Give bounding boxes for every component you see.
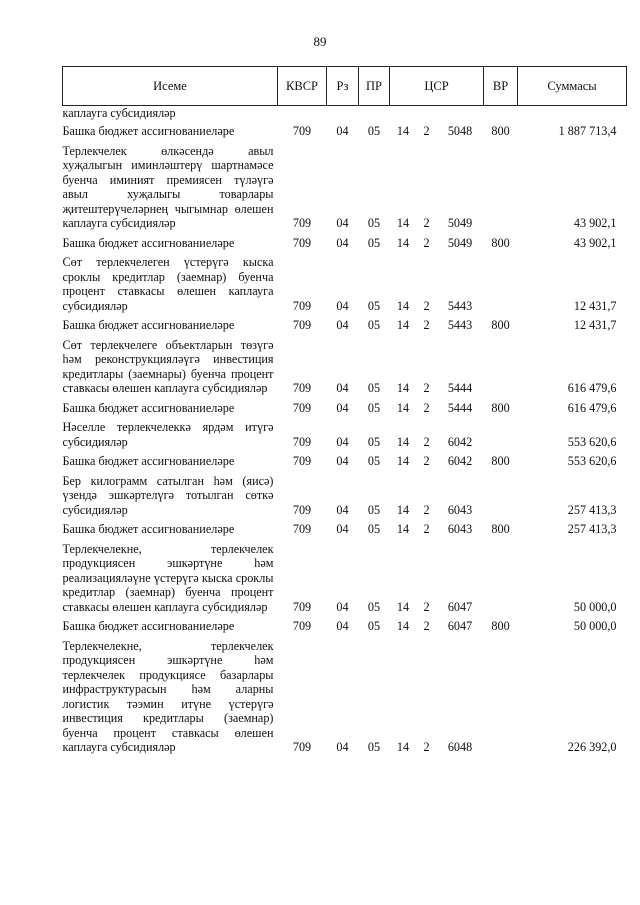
row-vr: 800 xyxy=(491,124,510,138)
row-kvsr: 709 xyxy=(292,124,312,138)
continuation-text: каплауга субсидияләр xyxy=(62,106,176,120)
row-pr: 05 xyxy=(367,619,381,633)
row-vr: 800 xyxy=(491,522,510,536)
row-vr: 800 xyxy=(491,619,510,633)
row-rz: 04 xyxy=(336,381,349,395)
row-name: Терлекчелекне, терлекчелек продукциясен эшкәртүне һәм терлекчелек продукциясе базарлары инфраструктурасын һәм аларны логистик тәэмин итүне үстерүгә инвестиция кредитлары (заемнар) буенча процент ставкасы өлешен каплауга субсидияләр xyxy=(62,638,274,754)
row-kvsr: 709 xyxy=(292,298,312,313)
page-number: 89 xyxy=(313,34,327,49)
row-name: Сөт терлекчелеген үстерүгә кыска сроклы кредитлар (заемнар) буенча процент ставкасы өлешен каплауга субсидияләр xyxy=(62,255,274,313)
table-row xyxy=(63,637,627,758)
table-row xyxy=(63,234,627,254)
row-vr xyxy=(484,472,518,521)
row-csr-2: 2 xyxy=(423,454,430,468)
row-pr: 05 xyxy=(367,216,381,230)
row-sum: 257 413,3 xyxy=(567,522,617,536)
row-kvsr: 709 xyxy=(292,599,312,614)
row-csr-3: 5444 xyxy=(447,381,473,395)
row-pr: 05 xyxy=(367,454,381,468)
header-csr: ЦСР xyxy=(390,67,484,106)
row-csr-2: 2 xyxy=(423,522,430,536)
row-name: Башка бюджет ассигнованиеләре xyxy=(62,619,235,633)
row-vr xyxy=(484,336,518,399)
row-vr: 800 xyxy=(491,318,510,332)
row-csr-1: 14 xyxy=(396,434,410,449)
row-vr xyxy=(484,418,518,452)
row-name: Башка бюджет ассигнованиеләре xyxy=(62,400,235,415)
row-csr-3: 6043 xyxy=(447,522,473,536)
row-pr: 05 xyxy=(367,235,381,250)
row-pr: 05 xyxy=(367,599,381,614)
header-rz: Рз xyxy=(327,67,359,106)
row-pr: 05 xyxy=(367,318,381,332)
row-sum: 50 000,0 xyxy=(573,619,617,633)
row-sum: 257 413,3 xyxy=(567,502,617,517)
row-vr xyxy=(484,540,518,618)
row-csr-2: 2 xyxy=(423,619,430,633)
table-row xyxy=(63,122,627,142)
row-csr-1: 14 xyxy=(396,599,410,614)
row-pr: 05 xyxy=(367,522,381,536)
row-pr: 05 xyxy=(367,502,381,517)
row-csr-2: 2 xyxy=(423,740,430,754)
row-csr-1: 14 xyxy=(396,298,410,313)
row-name: Башка бюджет ассигнованиеләре xyxy=(62,124,235,138)
row-csr-3: 5443 xyxy=(447,318,473,332)
row-csr-2: 2 xyxy=(423,400,430,415)
row-sum: 1 887 713,4 xyxy=(558,124,617,138)
row-csr-2: 2 xyxy=(423,502,430,517)
row-csr-2: 2 xyxy=(423,434,430,449)
row-csr-2: 2 xyxy=(423,599,430,614)
row-csr-3: 5049 xyxy=(447,235,473,250)
row-kvsr: 709 xyxy=(292,619,312,633)
header-vr: ВР xyxy=(484,67,518,106)
row-name: Башка бюджет ассигнованиеләре xyxy=(62,235,235,250)
row-rz: 04 xyxy=(336,434,349,449)
row-rz: 04 xyxy=(336,599,349,614)
row-sum: 43 902,1 xyxy=(573,235,617,250)
row-csr-1: 14 xyxy=(396,740,410,754)
table-row xyxy=(63,617,627,637)
table-row xyxy=(63,399,627,419)
row-kvsr: 709 xyxy=(292,400,312,415)
row-name: Башка бюджет ассигнованиеләре xyxy=(62,522,235,536)
row-pr: 05 xyxy=(367,381,381,395)
row-csr-1: 14 xyxy=(396,381,410,395)
row-rz: 04 xyxy=(336,298,349,313)
row-pr: 05 xyxy=(367,434,381,449)
row-name: Башка бюджет ассигнованиеләре xyxy=(62,454,235,468)
row-csr-3: 6042 xyxy=(447,434,473,449)
row-vr xyxy=(484,253,518,316)
row-name: Бер килограмм сатылган һәм (яисә) үзендә эшкәртелүгә тотылган сөткә субсидияләр xyxy=(62,473,274,517)
row-csr-1: 14 xyxy=(396,400,410,415)
row-csr-1: 14 xyxy=(396,216,410,230)
row-csr-1: 14 xyxy=(396,619,410,633)
row-name: Сөт терлекчелеге объектларын төзүгә һәм реконструкцияләүгә инвестиция кредитлары (заемнары) буенча процент ставкасы өлешен каплауга субсидияләр xyxy=(62,337,274,395)
row-csr-3: 6043 xyxy=(447,502,473,517)
row-sum: 12 431,7 xyxy=(573,318,617,332)
row-vr xyxy=(484,142,518,234)
row-rz: 04 xyxy=(336,235,349,250)
row-csr-3: 5443 xyxy=(447,298,473,313)
header-name: Исеме xyxy=(63,67,278,106)
row-csr-3: 5049 xyxy=(447,216,473,230)
row-sum: 43 902,1 xyxy=(573,216,617,230)
row-csr-2: 2 xyxy=(423,124,430,138)
table-row xyxy=(63,452,627,472)
row-sum: 12 431,7 xyxy=(573,298,617,313)
row-csr-1: 14 xyxy=(396,502,410,517)
header-sum: Суммасы xyxy=(518,67,627,106)
table-row xyxy=(63,336,627,399)
row-csr-2: 2 xyxy=(423,298,430,313)
table-row xyxy=(63,142,627,234)
row-rz: 04 xyxy=(336,318,349,332)
row-kvsr: 709 xyxy=(292,235,312,250)
row-rz: 04 xyxy=(336,400,349,415)
table-row xyxy=(63,316,627,336)
table-row xyxy=(63,253,627,316)
row-pr: 05 xyxy=(367,400,381,415)
row-sum: 553 620,6 xyxy=(567,434,617,449)
row-csr-1: 14 xyxy=(396,124,410,138)
header-pr: ПР xyxy=(359,67,390,106)
row-kvsr: 709 xyxy=(292,502,312,517)
row-csr-1: 14 xyxy=(396,522,410,536)
row-csr-3: 6047 xyxy=(447,619,473,633)
table-row xyxy=(63,540,627,618)
row-rz: 04 xyxy=(336,522,349,536)
row-pr: 05 xyxy=(367,124,381,138)
row-sum: 50 000,0 xyxy=(573,599,617,614)
row-vr: 800 xyxy=(491,400,510,415)
row-rz: 04 xyxy=(336,740,349,754)
row-name: Терлекчелек өлкәсендә авыл хуҗалыгын иминләштерү шартнамәсе буенча иминият премиясен түләүгә авыл хуҗалыгы товарлары җитештерүчеләрнең чыгымнар өлешен каплауга субсидияләр xyxy=(62,143,274,230)
row-csr-1: 14 xyxy=(396,318,410,332)
table-row xyxy=(63,472,627,521)
row-kvsr: 709 xyxy=(292,434,312,449)
table-row xyxy=(63,418,627,452)
row-csr-1: 14 xyxy=(396,454,410,468)
row-csr-3: 5048 xyxy=(447,124,473,138)
row-csr-3: 6042 xyxy=(447,454,473,468)
row-csr-1: 14 xyxy=(396,235,410,250)
table-row xyxy=(63,520,627,540)
row-csr-2: 2 xyxy=(423,318,430,332)
row-sum: 226 392,0 xyxy=(567,740,617,754)
row-vr: 800 xyxy=(491,235,510,250)
row-sum: 616 479,6 xyxy=(567,381,617,395)
header-kvsr: КВСР xyxy=(278,67,327,106)
row-rz: 04 xyxy=(336,216,349,230)
row-csr-3: 6047 xyxy=(447,599,473,614)
row-pr: 05 xyxy=(367,740,381,754)
row-name: Терлекчелекне, терлекчелек продукциясен эшкәртүне һәм реализацияләүне үстерүгә кыска сроклы кредитлар (заемнар) буенча процент ставкасы өлешен каплауга субсидияләр xyxy=(62,541,274,614)
row-sum: 616 479,6 xyxy=(567,400,617,415)
row-vr xyxy=(484,637,518,758)
row-csr-3: 5444 xyxy=(447,400,473,415)
row-csr-3: 6048 xyxy=(447,740,473,754)
row-rz: 04 xyxy=(336,619,349,633)
row-kvsr: 709 xyxy=(292,318,312,332)
row-kvsr: 709 xyxy=(292,454,312,468)
row-rz: 04 xyxy=(336,502,349,517)
row-name: Нәселле терлекчелеккә ярдәм итүгә субсидияләр xyxy=(62,420,274,449)
row-rz: 04 xyxy=(336,124,349,138)
row-sum: 553 620,6 xyxy=(567,454,617,468)
row-csr-2: 2 xyxy=(423,216,430,230)
row-name: Башка бюджет ассигнованиеләре xyxy=(62,318,235,332)
row-csr-2: 2 xyxy=(423,235,430,250)
continuation-row xyxy=(63,106,627,123)
table-header-row xyxy=(63,67,627,106)
row-rz: 04 xyxy=(336,454,349,468)
row-pr: 05 xyxy=(367,298,381,313)
row-kvsr: 709 xyxy=(292,216,312,230)
row-kvsr: 709 xyxy=(292,522,312,536)
row-csr-2: 2 xyxy=(423,381,430,395)
row-kvsr: 709 xyxy=(292,740,312,754)
row-vr: 800 xyxy=(491,454,510,468)
row-kvsr: 709 xyxy=(292,381,312,395)
budget-table xyxy=(62,66,627,758)
